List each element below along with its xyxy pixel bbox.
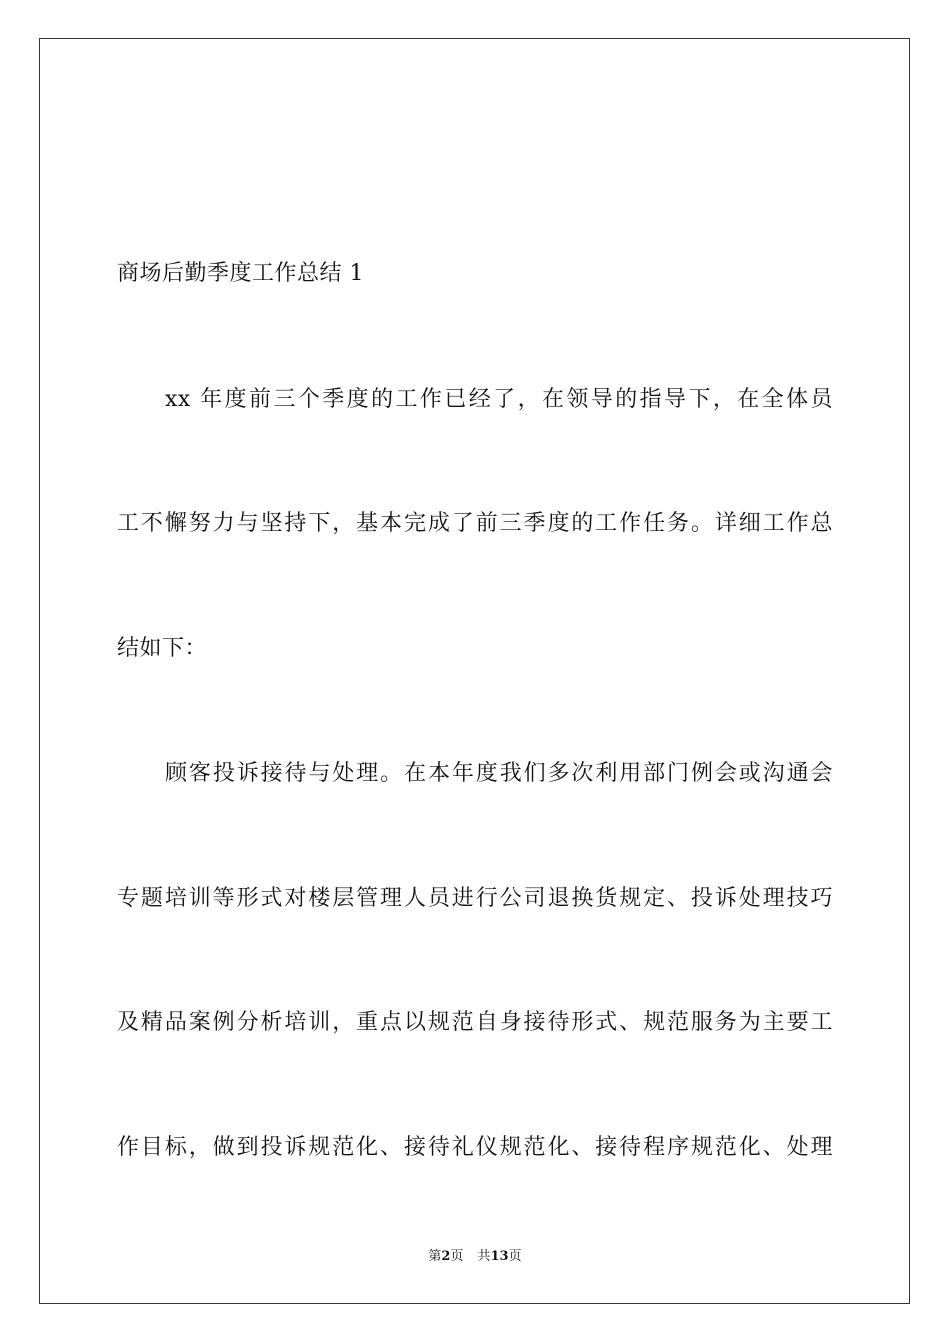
footer-total-prefix: 共 [477,1249,491,1264]
paragraph-line: 及精品案例分析培训，重点以规范自身接待形式、规范服务为主要工 [117,1010,833,1035]
footer-page-prefix: 第 [428,1249,442,1264]
paragraph-line: 作目标，做到投诉规范化、接待礼仪规范化、接待程序规范化、处理 [117,1135,833,1160]
page-footer [0,1248,950,1266]
paragraph-line: 工不懈努力与坚持下，基本完成了前三季度的工作任务。详细工作总 [117,511,833,536]
footer-page-number: 2 [441,1249,451,1264]
paragraph-line: xx 年度前三个季度的工作已经了，在领导的指导下，在全体员 [165,387,833,412]
paragraph-line: 结如下： [117,636,208,661]
document-title: 商场后勤季度工作总结 1 [117,261,364,286]
footer-total-suffix: 页 [508,1249,522,1264]
page-border [39,38,910,1304]
footer-page-suffix: 页 [450,1249,464,1264]
paragraph-line: 顾客投诉接待与处理。在本年度我们多次利用部门例会或沟通会 [165,761,833,786]
footer-total-pages: 13 [490,1249,509,1264]
paragraph-line: 专题培训等形式对楼层管理人员进行公司退换货规定、投诉处理技巧 [117,886,833,911]
